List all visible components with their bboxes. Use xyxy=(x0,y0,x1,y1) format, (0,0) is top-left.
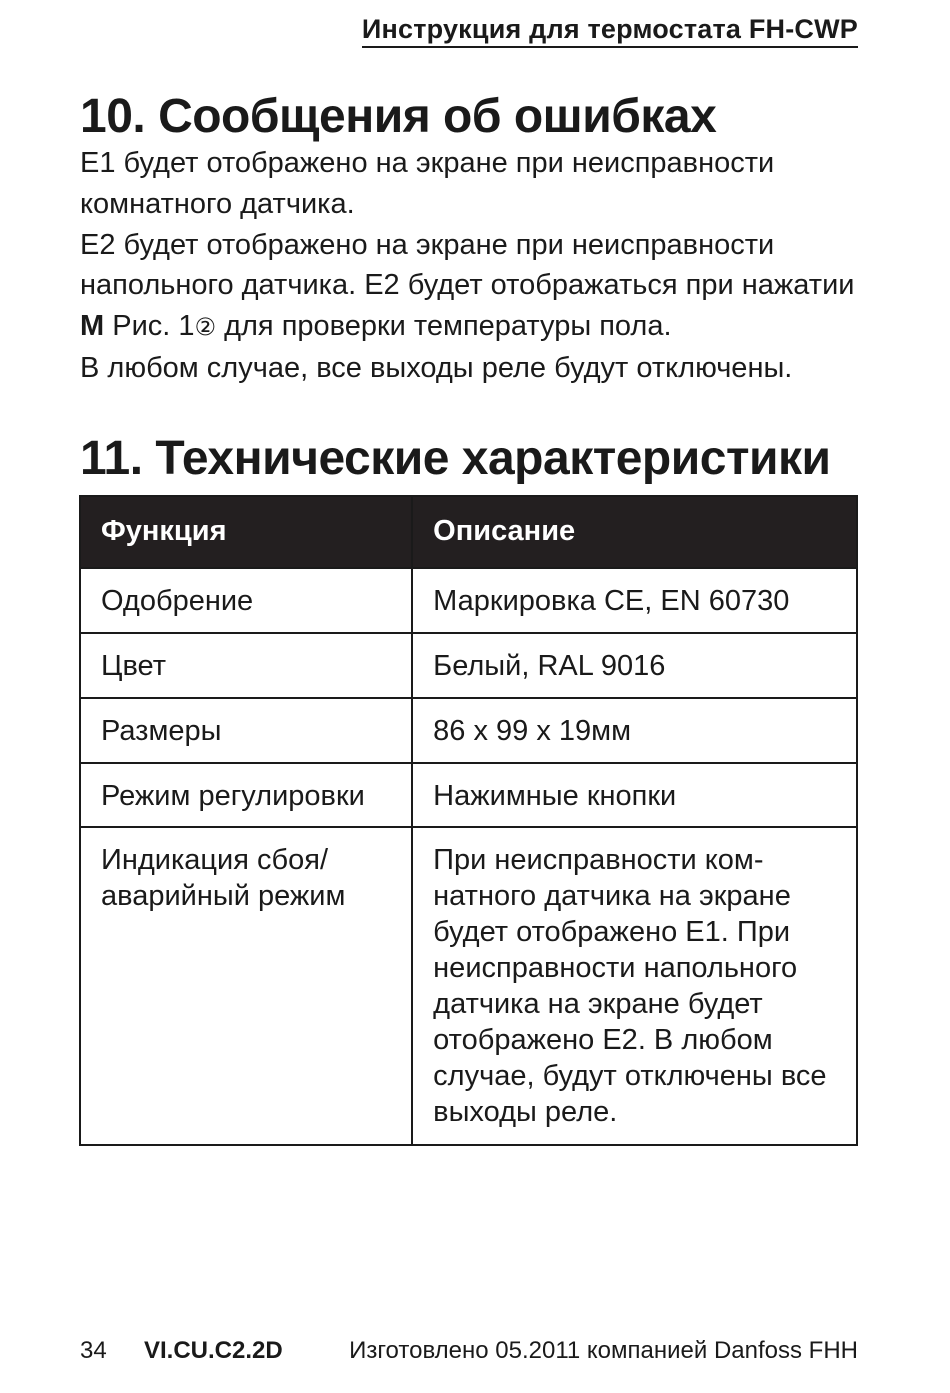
paragraph-e2-part3: для проверки температуры пола. xyxy=(216,310,672,343)
table-cell-function: Размеры xyxy=(80,698,412,763)
table-row xyxy=(80,827,857,1145)
column-header-description: Описание xyxy=(412,496,857,568)
m-button-label: M xyxy=(80,310,105,343)
document-code: VI.CU.C2.2D xyxy=(144,1337,283,1364)
running-header: Инструкция для термостата FH-CWP xyxy=(362,14,858,48)
table-cell-function: Режим регулировки xyxy=(80,763,412,827)
circled-two-icon: ② xyxy=(194,313,217,342)
page-number: 34 xyxy=(80,1337,107,1364)
paragraph-e2-part1: E2 будет отображено на экране при неисправности напольного датчика. E2 будет отображаться при нажатии xyxy=(80,228,855,302)
table-cell-function: Индикация сбоя/ аварийный режим xyxy=(80,827,412,1145)
error-messages-text xyxy=(80,143,870,389)
column-header-function: Функция xyxy=(80,496,412,568)
table-cell-description: Нажимные кнопки xyxy=(412,763,857,827)
manufacturer-note: Изготовлено 05.2011 компанией Danfoss FHH xyxy=(349,1337,858,1364)
table-cell-function: Одобрение xyxy=(80,568,412,633)
section-title-error-messages: 10. Сообщения об ошибках xyxy=(80,90,717,143)
table-row xyxy=(80,763,857,827)
paragraph-e2-part2: Рис. 1 xyxy=(104,310,195,343)
table-header-row xyxy=(80,496,857,568)
table-cell-function: Цвет xyxy=(80,633,412,698)
table-row xyxy=(80,633,857,698)
table-cell-description: Маркировка CE, EN 60730 xyxy=(412,568,857,633)
paragraph-e2 xyxy=(80,225,870,348)
specifications-table xyxy=(79,495,858,1146)
table-cell-description: 86 x 99 x 19мм xyxy=(412,698,857,763)
table-row xyxy=(80,698,857,763)
table-cell-description: При неисправности комнатного датчика на экране будет отображено E1. При неисправности напольного датчика на экране будет отображено E2. В любом случае, будут отключены все выходы реле. xyxy=(412,827,857,1145)
page-footer xyxy=(80,1334,858,1368)
table-cell-description: Белый, RAL 9016 xyxy=(412,633,857,698)
table-row xyxy=(80,568,857,633)
paragraph-relay: В любом случае, все выходы реле будут отключены. xyxy=(80,351,793,384)
paragraph-e1: E1 будет отображено на экране при неисправности комнатного датчика. xyxy=(80,147,775,220)
section-title-specifications: 11. Технические характеристики xyxy=(80,432,831,485)
